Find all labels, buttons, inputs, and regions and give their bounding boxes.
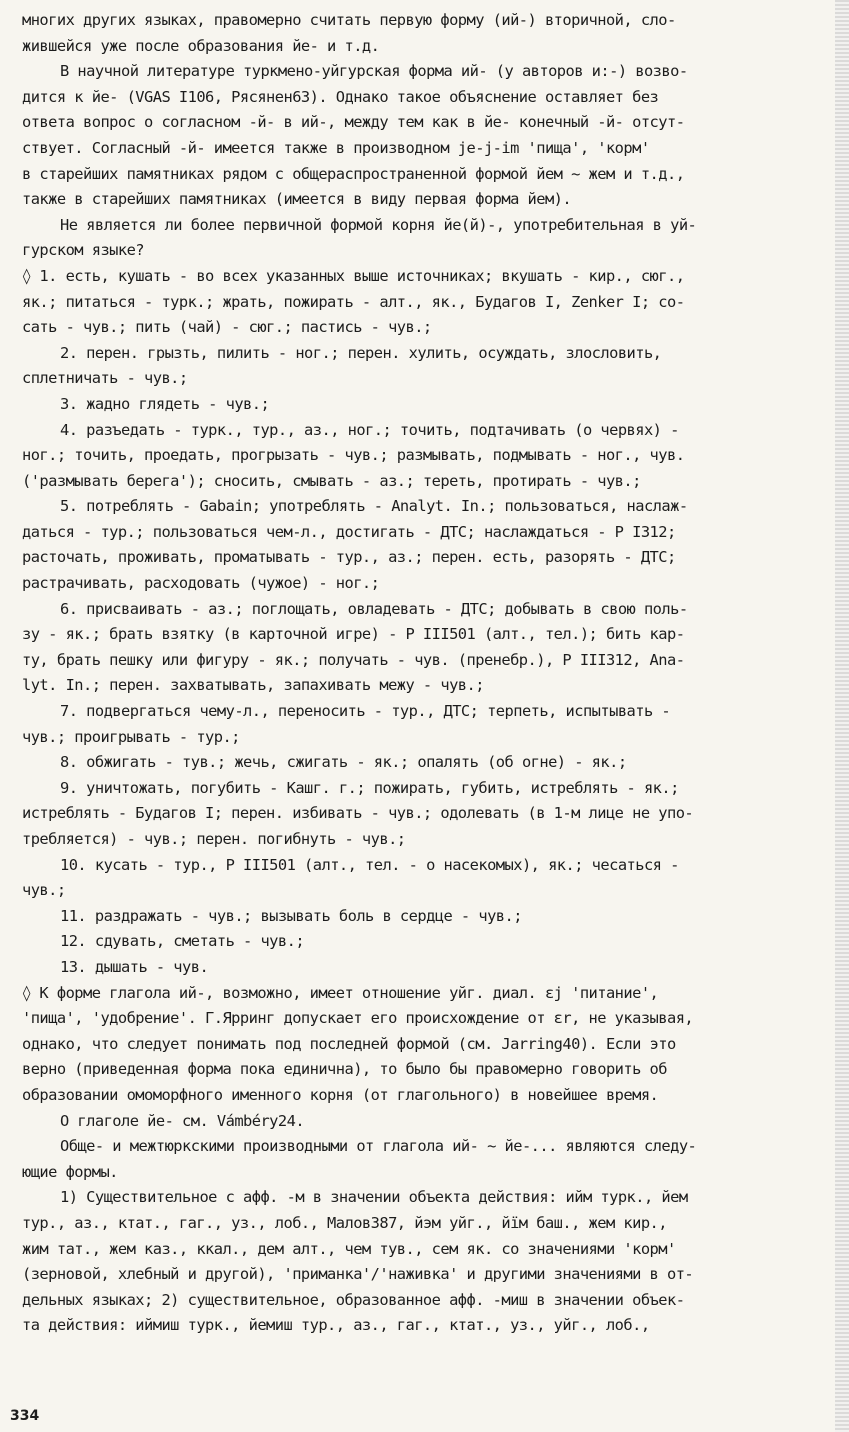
text-line: lyt. In.; перен. захватывать, запахивать межу - чув.;	[22, 676, 484, 695]
text-line: сать - чув.; пить (чай) - сюг.; пастись - чув.;	[22, 318, 432, 337]
text-line: В научной литературе туркмено-уйгурская форма ий- (у авторов и:-) возво-	[60, 62, 688, 81]
text-line: (зерновой, хлебный и другой), 'приманка'/'наживка' и другими значениями в от-	[22, 1265, 694, 1284]
text-line: верно (приведенная форма пока единична), то было бы правомерно говорить об	[22, 1060, 667, 1079]
text-line: 2. перен. грызть, пилить - ног.; перен. хулить, осуждать, злословить,	[60, 343, 662, 362]
text-line: дится к йе- (VGAS I106, Рясянен63). Однако такое объяснение оставляет без	[22, 87, 659, 106]
text-line: 4. разъедать - турк., тур., аз., ног.; точить, подтачивать (о червях) -	[60, 420, 679, 439]
text-line: 13. дышать - чув.	[60, 957, 209, 976]
text-line: чув.; проигрывать - тур.;	[22, 727, 240, 746]
text-line: зу - як.; брать взятку (в карточной игре) - Р III501 (алт., тел.); бить кар-	[22, 625, 685, 644]
text-line: ◊ 1. есть, кушать - во всех указанных выше источниках; вкушать - кир., сюг.,	[22, 266, 685, 285]
text-line: 11. раздражать - чув.; вызывать боль в сердце - чув.;	[60, 906, 522, 925]
text-line: 10. кусать - тур., Р III501 (алт., тел. - о насекомых), як.; чесаться -	[60, 855, 679, 874]
text-line: гурском языке?	[22, 241, 145, 260]
text-line: чув.;	[22, 881, 66, 900]
text-line: 8. обжигать - тув.; жечь, сжигать - як.; опалять (об огне) - як.;	[60, 753, 627, 772]
text-line: дельных языках; 2) существительное, образованное афф. -миш в значении объек-	[22, 1290, 685, 1309]
scan-edge-shadow	[835, 0, 849, 1432]
text-line: жим тат., жем каз., ккал., дем алт., чем тув., сем як. со значениями 'корм'	[22, 1239, 676, 1258]
text-line: ту, брать пешку или фигуру - як.; получать - чув. (пренебр.), Р III312, Ana-	[22, 650, 685, 669]
text-line: в старейших памятниках рядом с общераспространенной формой йем ~ жем и т.д.,	[22, 164, 685, 183]
document-page	[22, 8, 830, 1388]
text-line: О глаголе йе- см. Vámbéry24.	[60, 1111, 305, 1130]
text-line: 1) Существительное с афф. -м в значении объекта действия: ийм турк., йем	[60, 1188, 688, 1207]
text-line: расточать, проживать, проматывать - тур., аз.; перен. есть, разорять - ДТС;	[22, 548, 676, 567]
page-text	[22, 8, 830, 1339]
text-line: Не является ли более первичной формой корня йе(й)-, употребительная в уй-	[60, 215, 697, 234]
text-line: ◊ К форме глагола ий-, возможно, имеет отношение уйг. диал. ɛj 'питание',	[22, 983, 659, 1002]
text-line: 5. потреблять - Gabain; употреблять - Analyt. In.; пользоваться, наслаж-	[60, 497, 688, 516]
text-line: ответа вопрос о согласном -й- в ий-, между тем как в йе- конечный -й- отсут-	[22, 113, 685, 132]
text-line: многих других языках, правомерно считать первую форму (ий-) вторичной, сло-	[22, 11, 676, 29]
text-line: 7. подвергаться чему-л., переносить - тур., ДТС; терпеть, испытывать -	[60, 702, 671, 721]
text-line: 9. уничтожать, погубить - Кашг. г.; пожирать, губить, истреблять - як.;	[60, 778, 679, 797]
page-number: 334	[10, 1408, 40, 1424]
text-line: истреблять - Будагов I; перен. избивать - чув.; одолевать (в 1-м лице не упо-	[22, 804, 694, 823]
text-line: растрачивать, расходовать (чужое) - ног.;	[22, 574, 380, 593]
text-line: Обще- и межтюркскими производными от глагола ий- ~ йе-... являются следу-	[60, 1137, 697, 1156]
text-line: жившейся уже после образования йе- и т.д.	[22, 36, 380, 55]
text-line: тур., аз., ктат., гаг., уз., лоб., Малов387, йэм уйг., йїм баш., жем кир.,	[22, 1213, 667, 1232]
text-line: образовании омоморфного именного корня (от глагольного) в новейшее время.	[22, 1085, 659, 1104]
text-line: ног.; точить, проедать, прогрызать - чув.; размывать, подмывать - ног., чув.	[22, 446, 685, 465]
text-line: 6. присваивать - аз.; поглощать, овладевать - ДТС; добывать в свою поль-	[60, 599, 688, 618]
text-line: ('размывать берега'); сносить, смывать - аз.; тереть, протирать - чув.;	[22, 471, 641, 490]
text-line: ствует. Согласный -й- имеется также в производном je-j-im 'пища', 'корм'	[22, 138, 650, 157]
text-line: 12. сдувать, сметать - чув.;	[60, 932, 305, 951]
text-line: однако, что следует понимать под последней формой (см. Jarring40). Если это	[22, 1034, 676, 1053]
text-line: также в старейших памятниках (имеется в виду первая форма йем).	[22, 190, 572, 209]
text-line: 'пища', 'удобрение'. Г.Ярринг допускает его происхождение от ɛr, не указывая,	[22, 1009, 694, 1028]
text-line: як.; питаться - турк.; жрать, пожирать - алт., як., Будагов I, Zenker I; со-	[22, 292, 685, 311]
text-line: даться - тур.; пользоваться чем-л., достигать - ДТС; наслаждаться - Р I312;	[22, 522, 676, 541]
text-line: та действия: иймиш турк., йемиш тур., аз., гаг., ктат., уз., уйг., лоб.,	[22, 1316, 650, 1335]
text-line: требляется) - чув.; перен. погибнуть - чув.;	[22, 830, 406, 848]
text-line: сплетничать - чув.;	[22, 369, 188, 388]
text-line: 3. жадно глядеть - чув.;	[60, 394, 270, 413]
text-line: ющие формы.	[22, 1162, 118, 1181]
